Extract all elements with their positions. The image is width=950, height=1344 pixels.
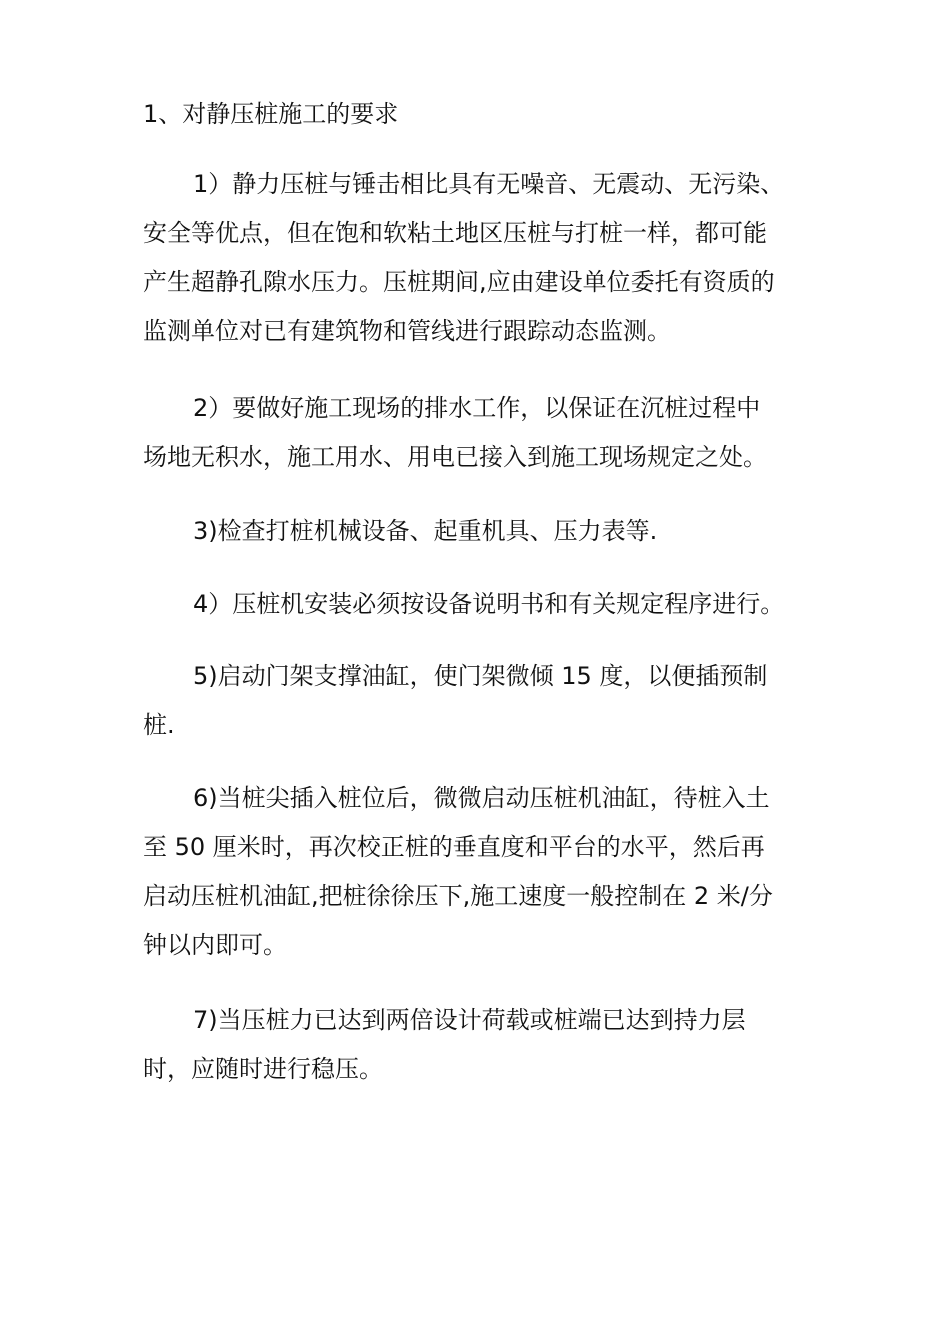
paragraph-line: 安全等优点，但在饱和软粘土地区压桩与打桩一样，都可能 [143, 219, 767, 247]
paragraph-line: 3)检查打桩机械设备、起重机具、压力表等. [193, 517, 658, 545]
paragraph-line: 时，应随时进行稳压。 [143, 1055, 383, 1083]
paragraph-7 [143, 996, 808, 1094]
paragraph-line: 桩. [143, 711, 175, 739]
paragraph-line: 2）要做好施工现场的排水工作，以保证在沉桩过程中 [193, 394, 761, 422]
paragraph-line: 监测单位对已有建筑物和管线进行跟踪动态监测。 [143, 317, 671, 345]
paragraph-5 [143, 652, 808, 750]
paragraph-line: 6)当桩尖插入桩位后，微微启动压桩机油缸，待桩入土 [193, 784, 770, 812]
paragraph-1 [143, 160, 808, 356]
paragraph-2 [143, 384, 808, 482]
paragraph-line: 启动压桩机油缸,把桩徐徐压下,施工速度一般控制在 2 米/分 [143, 882, 773, 910]
paragraph-line: 场地无积水，施工用水、用电已接入到施工现场规定之处。 [143, 443, 767, 471]
paragraph-6 [143, 774, 808, 970]
paragraph-line: 产生超静孔隙水压力。压桩期间,应由建设单位委托有资质的 [143, 268, 775, 296]
paragraph-line: 4）压桩机安装必须按设备说明书和有关规定程序进行。 [193, 590, 785, 618]
paragraph-4 [143, 580, 808, 629]
paragraph-line: 至 50 厘米时，再次校正桩的垂直度和平台的水平，然后再 [143, 833, 765, 861]
paragraph-line: 1）静力压桩与锤击相比具有无噪音、无震动、无污染、 [193, 170, 785, 198]
paragraph-line: 7)当压桩力已达到两倍设计荷载或桩端已达到持力层 [193, 1006, 746, 1034]
paragraph-line: 钟以内即可。 [143, 931, 287, 959]
section-heading: 1、对静压桩施工的要求 [143, 100, 399, 128]
paragraph-line: 5)启动门架支撑油缸，使门架微倾 15 度，以便插预制 [193, 662, 768, 690]
paragraph-3 [143, 507, 808, 556]
